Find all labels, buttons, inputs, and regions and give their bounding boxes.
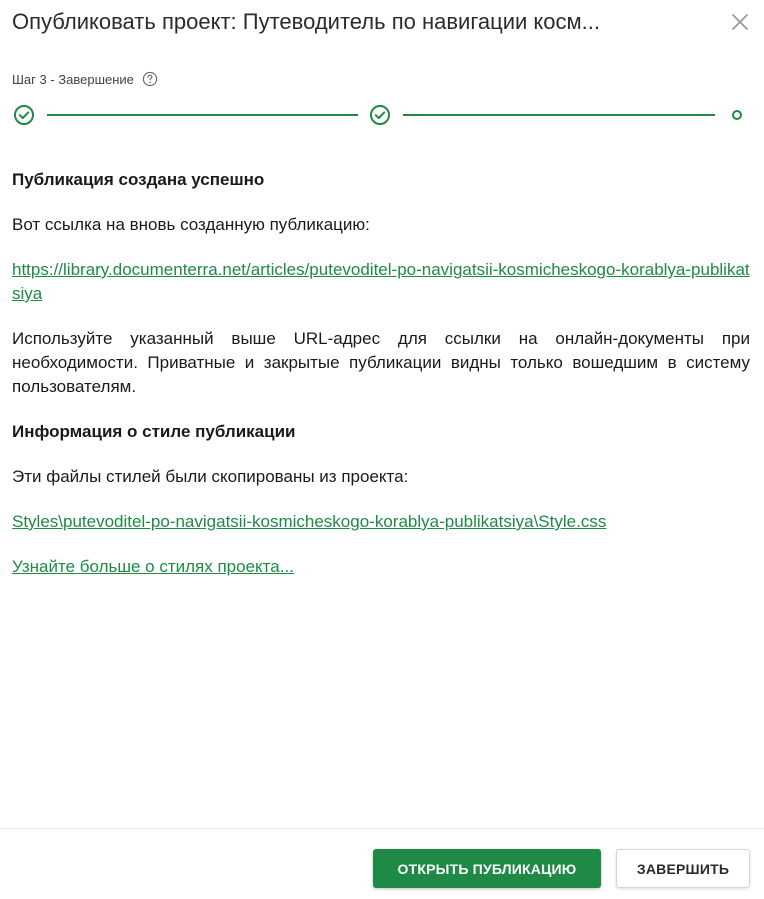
style-file-paragraph: [12, 510, 750, 534]
help-circle-icon[interactable]: [142, 71, 158, 87]
finish-button[interactable]: ЗАВЕРШИТЬ: [616, 849, 750, 888]
progress-stepper: [12, 102, 752, 126]
style-file-link[interactable]: Styles\putevoditel-po-navigatsii-kosmicheskogo-korablya-publikatsiya\Style.css: [12, 512, 607, 531]
step-label: Шаг 3 - Завершение: [12, 71, 134, 87]
success-heading: Публикация создана успешно: [12, 170, 265, 189]
step-1-check-circle-icon: [13, 104, 35, 126]
dialog-content: [12, 168, 750, 579]
learn-more-paragraph: [12, 555, 750, 579]
publication-url-paragraph: [12, 258, 750, 306]
step-connector-1: [47, 114, 358, 116]
step-2-check-circle-icon: [369, 104, 391, 126]
step-connector-2: [403, 114, 715, 116]
dialog-header: [12, 8, 752, 38]
learn-more-link[interactable]: Узнайте больше о стилях проекта...: [12, 557, 294, 576]
dialog-title: Опубликовать проект: Путеводитель по навигации косм...: [12, 9, 600, 34]
style-heading: Информация о стиле публикации: [12, 422, 296, 441]
url-note-text: Используйте указанный выше URL-адрес для ссылки на онлайн-документы при необходимости. Приватные и закрытые публикации видны только вошедшим в систему пользователям.: [12, 329, 750, 396]
step-label-row: [12, 69, 158, 89]
link-intro-text: Вот ссылка на вновь созданную публикацию:: [12, 215, 370, 234]
open-publication-button[interactable]: ОТКРЫТЬ ПУБЛИКАЦИЮ: [373, 849, 601, 888]
style-intro-text: Эти файлы стилей были скопированы из проекта:: [12, 467, 409, 486]
close-icon[interactable]: [728, 10, 752, 34]
footer-divider: [0, 828, 764, 829]
step-3-dot-icon: [726, 104, 748, 126]
publication-url-link[interactable]: https://library.documenterra.net/articles/putevoditel-po-navigatsii-kosmicheskogo-korablya-publikatsiya: [12, 260, 750, 303]
